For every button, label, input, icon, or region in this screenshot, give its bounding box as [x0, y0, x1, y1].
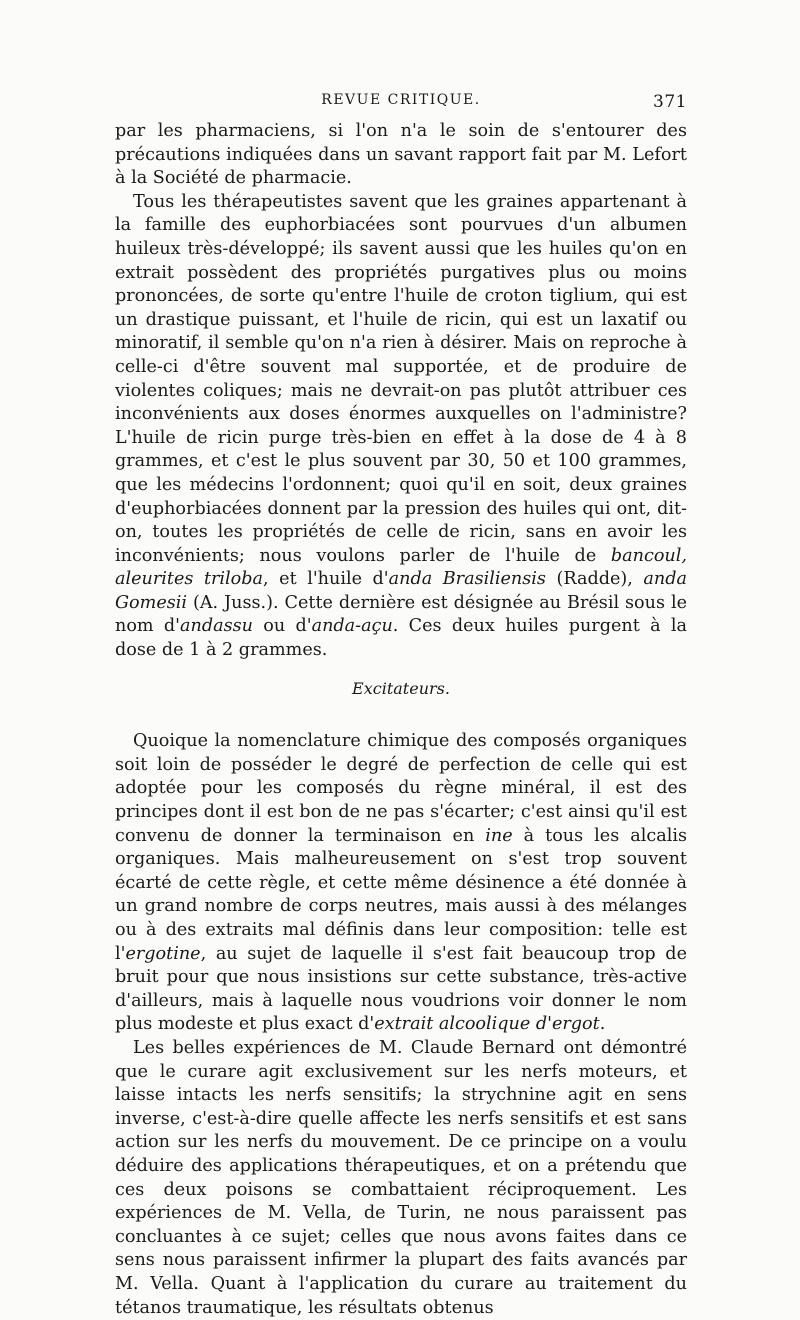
- section-heading: Excitateurs.: [352, 678, 450, 698]
- italic-text: ergotine: [125, 943, 201, 964]
- text-run: (Radde),: [545, 569, 644, 590]
- italic-text: ine: [485, 825, 513, 846]
- text-run: à tous les alcalis organiques. Mais malheureusement on s'est trop souvent écarté de cette règle, et cette même désinence a été donnée à un grand nombre de corps neutres, mais aussi à des mélanges ou à des extraits mal définis dans leur composition: telle est l': [115, 825, 687, 964]
- running-head-title: REVUE CRITIQUE.: [321, 92, 481, 108]
- text-run: .: [599, 1014, 606, 1035]
- page-number: 371: [653, 92, 687, 112]
- text-run: ou d': [252, 616, 312, 637]
- text-run: par les pharmaciens, si l'on n'a le soin de s'entourer des précautions indiquées dans un savant rapport fait par M. Lefort à la Société de pharmacie.: [115, 121, 687, 189]
- running-head: [115, 92, 687, 120]
- paragraph: [115, 730, 687, 1037]
- text-run: Les belles expériences de M. Claude Bernard ont démontré que le curare agit exclusivement sur les nerfs moteurs, et laisse intacts les nerfs sensitifs; la strychnine agit en sens inverse, c'est-à-dire quelle affecte les nerfs sensitifs et est sans action sur les nerfs du mouvement. De ce principe on a voulu déduire des applications thérapeutiques, et on a prétendu que ces deux poisons se combattaient réciproquement. Les expériences de M. Vella, de Turin, ne nous paraissent pas concluantes à ce sujet; celles que nous avons faites dans ce sens nous paraissent infirmer la plupart des faits avancés par M. Vella. Quant à l'application du curare au traitement du tétanos traumatique, les résultats obtenus: [115, 1037, 687, 1318]
- paragraph: [115, 191, 687, 663]
- italic-text: bancoul, aleurites triloba: [115, 545, 687, 590]
- paragraphs-after: [115, 730, 687, 1320]
- italic-text: anda-açu: [311, 616, 393, 637]
- text-run: , au sujet de laquelle il s'est fait beaucoup trop de bruit pour que nous insistions sur cette substance, très-active d'ailleurs, mais à laquelle nous voudrions voir donner le nom plus modeste et plus exact d': [115, 943, 687, 1035]
- book-page: [115, 92, 687, 1320]
- text-run: . Ces deux huiles purgent à la dose de 1 à 2 grammes.: [115, 616, 687, 661]
- italic-text: extrait alcoolique d'ergot: [374, 1014, 600, 1035]
- italic-text: anda Gomesii: [115, 569, 687, 613]
- italic-text: andassu: [180, 616, 253, 637]
- text-run: Tous les thérapeutistes savent que les graines appartenant à la famille des euphorbiacées sont pourvues d'un albumen huileux très-développé; ils savent aussi que les huiles qu'on en extrait possèdent des propriétés purgatives plus ou moins prononcées, de sorte qu'entre l'huile de croton tiglium, qui est un drastique puissant, et l'huile de ricin, qui est un laxatif ou minoratif, il semble qu'on n'a rien à désirer. Mais on reproche à celle-ci d'être souvent mal supportée, et de produire de violentes coliques; mais ne devrait-on pas plutôt attribuer ces inconvénients aux doses énormes auxquelles on l'administre? L'huile de ricin purge très-bien en effet à la dose de 4 à 8 grammes, et c'est le plus souvent par 30, 50 et 100 grammes, que les médecins l'ordonnent; quoi qu'il en soit, deux graines d'euphorbiacées donnent par la pression des huiles qui ont, dit-on, toutes les propriétés de celle de ricin, sans en avoir les inconvénients; nous voulons parler de l'huile de: [115, 191, 687, 566]
- text-run: Quoique la nomenclature chimique des composés organiques soit loin de posséder le degré de perfection de celle qui est adoptée pour les composés du règne minéral, il est des principes dont il est bon de ne pas s'écarter; c'est ainsi qu'il est convenu de donner la terminaison en: [115, 731, 687, 846]
- text-run: , et l'huile d': [263, 569, 389, 590]
- body-text: [115, 120, 687, 1320]
- text-run: (A. Juss.). Cette dernière est désignée au Brésil sous le nom d': [115, 592, 687, 637]
- italic-text: anda Brasiliensis: [388, 569, 546, 590]
- paragraphs-before: [115, 120, 687, 663]
- paragraph: [115, 120, 687, 191]
- paragraph: [115, 1037, 687, 1320]
